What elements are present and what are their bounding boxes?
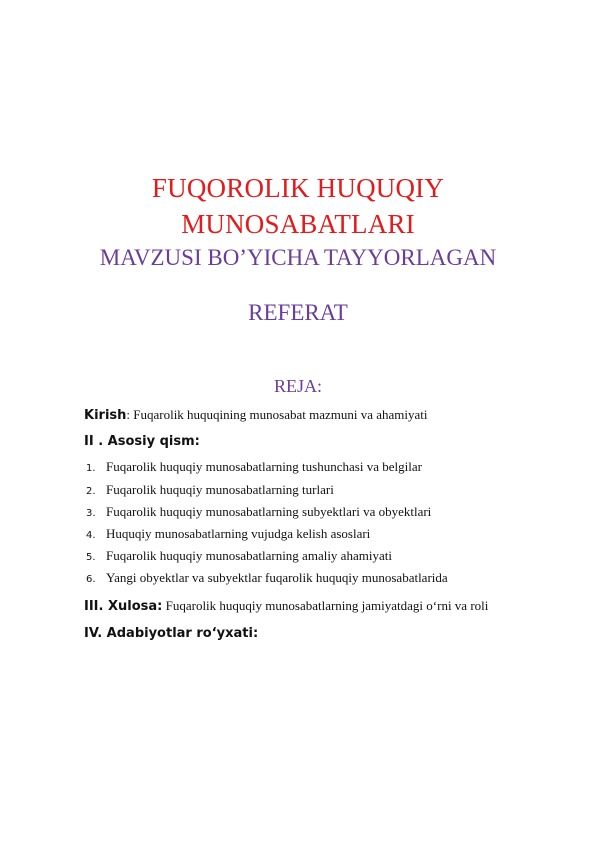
list-item [86, 570, 448, 588]
list-item [86, 526, 370, 544]
title-line-2: MUNOSABATLARI [181, 209, 415, 239]
conclusion-label: III. Xulosa: [84, 599, 163, 614]
list-item [86, 504, 431, 522]
list-item [86, 459, 422, 477]
list-number: 4. [86, 530, 96, 541]
list-text: Fuqarolik huquqiy munosabatlarning tushunchasi va belgilar [106, 459, 422, 474]
references-line [84, 625, 258, 643]
conclusion-text: Fuqarolik huquqiy munosabatlarning jamiyatdagi o‘rni va roli [162, 598, 489, 613]
main-section-line [84, 433, 200, 451]
list-number: 6. [86, 574, 96, 585]
list-text: Huquqiy munosabatlarning vujudga kelish asoslari [106, 526, 371, 541]
references-label: IV. Adabiyotlar ro‘yxati: [84, 626, 259, 641]
title-line-3: MAVZUSI BO’YICHA TAYYORLAGAN [99, 245, 497, 270]
list-text: Fuqarolik huquqiy munosabatlarning turlari [106, 482, 334, 497]
intro-line [84, 406, 428, 425]
list-number: 2. [86, 486, 96, 497]
list-number: 5. [86, 552, 96, 563]
title-line-1: FUQOROLIK HUQUQIY [151, 173, 445, 203]
list-number: 1. [86, 463, 96, 474]
intro-label: Kirish [84, 408, 127, 423]
main-section-label: II . Asosiy qism: [84, 434, 200, 449]
list-number: 3. [86, 508, 96, 519]
list-text: Fuqarolik huquqiy munosabatlarning subyektlari va obyektlari [106, 504, 432, 519]
conclusion-line [84, 597, 488, 616]
list-text: Yangi obyektlar va subyektlar fuqarolik huquqiy munosabatlarida [106, 570, 448, 585]
intro-text: : Fuqarolik huquqining munosabat mazmuni va ahamiyati [126, 407, 428, 422]
list-item [86, 548, 392, 566]
title-line-4: REFERAT [248, 300, 348, 325]
plan-heading: REJA: [273, 376, 322, 396]
list-text: Fuqarolik huquqiy munosabatlarning amaliy ahamiyati [106, 548, 392, 563]
list-item [86, 482, 334, 500]
